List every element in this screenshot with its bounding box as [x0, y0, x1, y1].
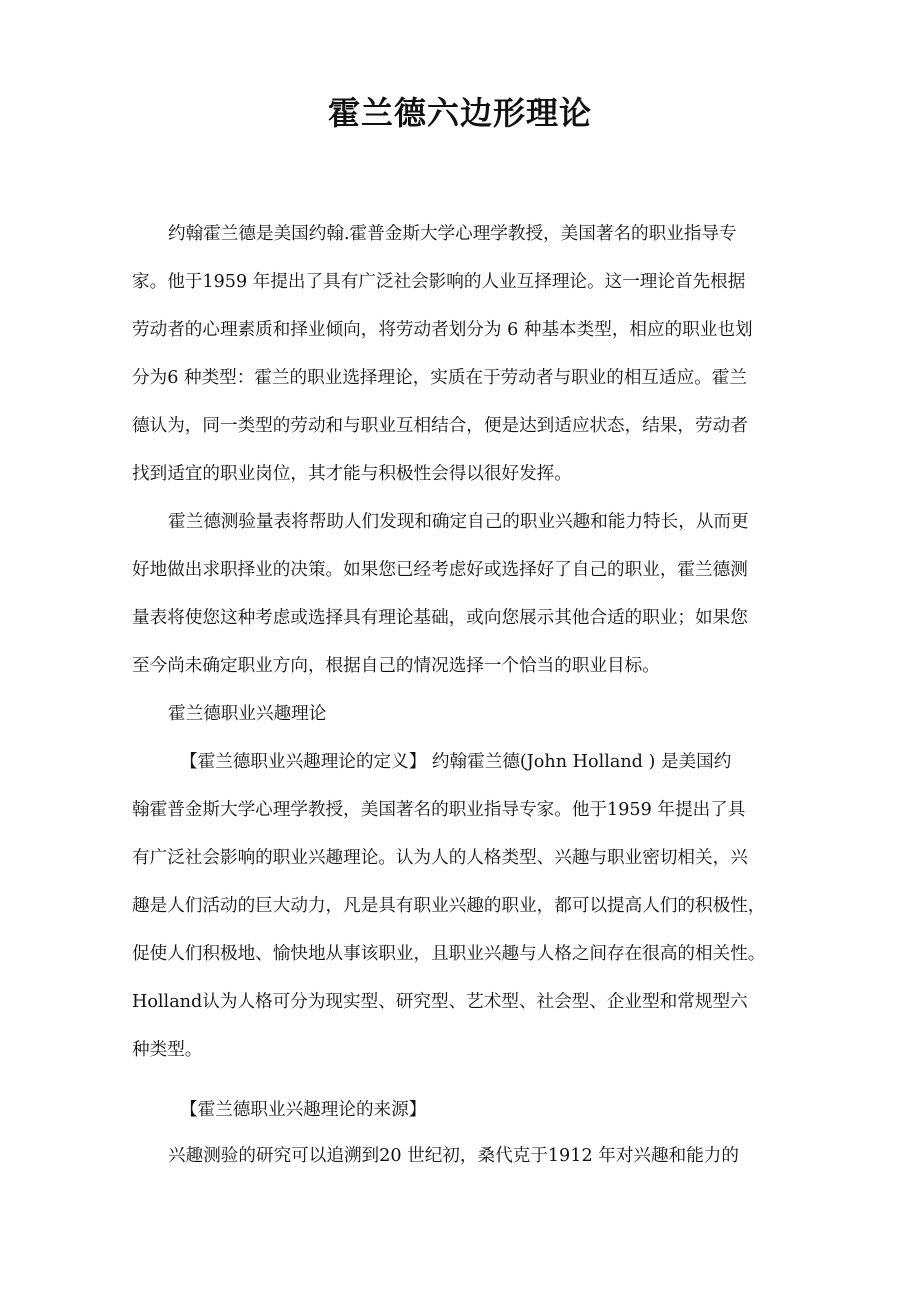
paragraph-2-line-2: 好地做出求职择业的决策。如果您已经考虑好或选择好了自己的职业，霍兰德测: [132, 560, 748, 580]
paragraph-1-line-3: 劳动者的心理素质和择业倾向，将劳动者划分为 6 种基本类型，相应的职业也划: [132, 320, 753, 340]
definition-line-2: 翰霍普金斯大学心理学教授，美国著名的职业指导专家。他于1959 年提出了具: [132, 800, 746, 820]
interest-theory-heading: 霍兰德职业兴趣理论: [168, 704, 327, 724]
paragraph-1-line-5: 德认为，同一类型的劳动和与职业互相结合，便是达到适应状态，结果，劳动者: [132, 416, 748, 436]
definition-line-7: 种类型。: [132, 1040, 203, 1060]
definition-line-4: 趣是人们活动的巨大动力，凡是具有职业兴趣的职业，都可以提高人们的积极性，: [132, 896, 766, 916]
source-heading: 【霍兰德职业兴趣理论的来源】: [180, 1100, 427, 1120]
definition-line-1: 【霍兰德职业兴趣理论的定义】 约翰霍兰德(John Holland ) 是美国约: [180, 752, 732, 772]
source-paragraph-line-1: 兴趣测验的研究可以追溯到20 世纪初，桑代克于1912 年对兴趣和能力的: [168, 1146, 739, 1166]
paragraph-1-line-6: 找到适宜的职业岗位，其才能与积极性会得以很好发挥。: [132, 464, 572, 484]
definition-line-3: 有广泛社会影响的职业兴趣理论。认为人的人格类型、兴趣与职业密切相关，兴: [132, 848, 748, 868]
definition-line-6: Holland认为人格可分为现实型、研究型、艺术型、社会型、企业型和常规型六: [132, 992, 748, 1012]
paragraph-1-line-2: 家。他于1959 年提出了具有广泛社会影响的人业互择理论。这一理论首先根据: [132, 272, 746, 292]
paragraph-2-line-4: 至今尚未确定职业方向，根据自己的情况选择一个恰当的职业目标。: [132, 656, 660, 676]
paragraph-1-line-4: 分为6 种类型：霍兰的职业选择理论，实质在于劳动者与职业的相互适应。霍兰: [132, 368, 747, 388]
paragraph-2-line-1: 霍兰德测验量表将帮助人们发现和确定自己的职业兴趣和能力特长，从而更: [168, 512, 749, 532]
document-title: 霍兰德六边形理论: [327, 94, 592, 132]
paragraph-2-line-3: 量表将使您这种考虑或选择具有理论基础，或向您展示其他合适的职业；如果您: [132, 608, 748, 628]
definition-line-5: 促使人们积极地、愉快地从事该职业，且职业兴趣与人格之间存在很高的相关性。: [132, 944, 766, 964]
paragraph-1-line-1: 约翰霍兰德是美国约翰.霍普金斯大学心理学教授，美国著名的职业指导专: [168, 224, 737, 244]
